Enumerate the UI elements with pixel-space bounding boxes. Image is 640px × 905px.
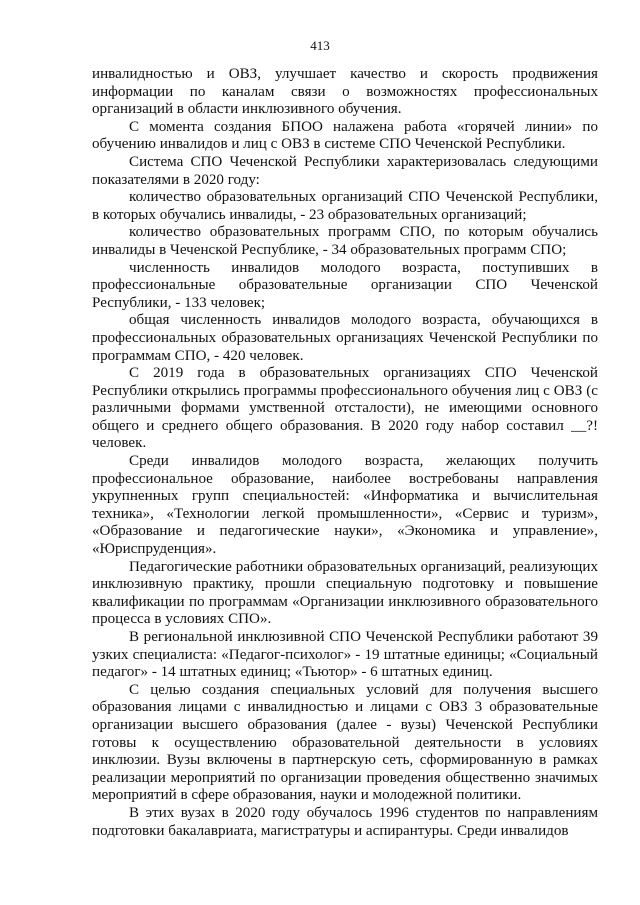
paragraph: инвалидностью и ОВЗ, улучшает качество и скорость продвижения информации по каналам связи о возможностях профессиональных организаций в области инклюзивного обучения. <box>92 66 598 118</box>
paragraph: С 2019 года в образовательных организациях СПО Чеченской Республики открылись программы профессионального обучения лиц с ОВЗ (с различными формами умственной отсталости), не имеющими основного общего и среднего общего образования. В 2020 году набор составил __?! человек. <box>92 365 598 452</box>
paragraph: количество образовательных организаций СПО Чеченской Республики, в которых обучались инвалиды, - 23 образовательных организаций; <box>92 189 598 223</box>
paragraph: численность инвалидов молодого возраста, поступивших в профессиональные образовательные организации СПО Чеченской Республики, - 133 человек; <box>92 259 598 311</box>
paragraph: В этих вузах в 2020 году обучалось 1996 студентов по направлениям подготовки бакалавриата, магистратуры и аспирантуры. Среди инвалидов <box>92 804 598 839</box>
paragraph: Среди инвалидов молодого возраста, желающих получить профессиональное образование, наиболее востребованы направления укрупненных групп специальностей: «Информатика и вычислительная техника», «Технологии легкой промышленности», «Сервис и туризм», «Образование и педагогические науки», «Экономика и управление», «Юриспруденция». <box>92 453 598 558</box>
paragraph: Педагогические работники образовательных организаций, реализующих инклюзивную практику, прошли специальную подготовку и повышение квалификации по программам «Организации инклюзивного образовательного процесса в условиях СПО». <box>92 558 598 628</box>
paragraph: количество образовательных программ СПО, по которым обучались инвалиды в Чеченской Республике, - 34 образовательных программ СПО; <box>92 224 598 258</box>
paragraph: С целью создания специальных условий для получения высшего образования лицами с инвалидностью и лицами с ОВЗ 3 образовательные организации высшего образования (далее - вузы) Чеченской Республики готовы к осуществлению образовательной деятельности в условиях инклюзии. Вузы включены в партнерскую сеть, сформированную в рамках реализации мероприятий по организации проведения общественно значимых мероприятий в сфере образования, науки и молодежной политики. <box>92 681 598 804</box>
paragraph: общая численность инвалидов молодого возраста, обучающихся в профессиональных образовательных организациях Чеченской Республики по программам СПО, - 420 человек. <box>92 312 598 364</box>
document-body <box>92 66 598 840</box>
paragraph: С момента создания БПОО налажена работа «горячей линии» по обучению инвалидов и лиц с ОВЗ в системе СПО Чеченской Республики. <box>92 118 598 153</box>
paragraph: В региональной инклюзивной СПО Чеченской Республики работают 39 узких специалиста: «Педагог-психолог» - 19 штатные единицы; «Социальный педагог» - 14 штатных единиц; «Тьютор» - 6 штатных единиц. <box>92 629 598 681</box>
paragraph: Система СПО Чеченской Республики характеризовалась следующими показателями в 2020 году: <box>92 153 598 188</box>
page-number: 413 <box>310 38 330 53</box>
